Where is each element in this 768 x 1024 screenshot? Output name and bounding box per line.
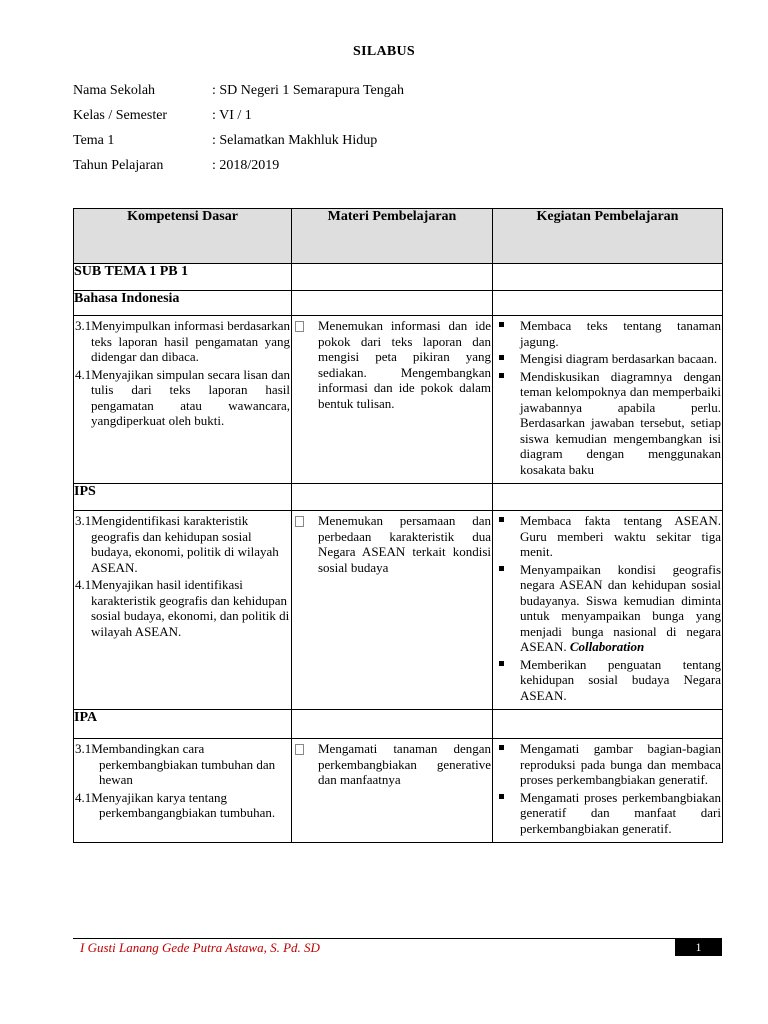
kd-item: 4.1Menyajikan hasil identifikasi karakteristik geografis dan kehidupan sosial budaya, ekonomi, dan politik di wilayah ASEAN. bbox=[75, 577, 290, 639]
empty-cell bbox=[292, 264, 493, 291]
header-kegiatan-pembelajaran: Kegiatan Pembelajaran bbox=[493, 209, 723, 264]
materi-text: Mengamati tanaman dengan perkembangbiakan generative dan manfaatnya bbox=[318, 741, 491, 787]
empty-cell bbox=[493, 291, 723, 316]
kd-cell bbox=[74, 739, 292, 843]
section-title: IPS bbox=[74, 484, 292, 511]
empty-cell bbox=[493, 264, 723, 291]
section-row-ipa bbox=[74, 710, 723, 739]
footer-divider bbox=[73, 938, 722, 939]
header-kompetensi-dasar: Kompetensi Dasar bbox=[74, 209, 292, 264]
info-value: : VI / 1 bbox=[212, 108, 252, 123]
list-item bbox=[493, 562, 721, 655]
info-value: : Selamatkan Makhluk Hidup bbox=[212, 133, 378, 148]
kd-cell bbox=[74, 511, 292, 710]
table-row bbox=[74, 316, 723, 484]
list-item: Mengisi diagram berdasarkan bacaan. bbox=[493, 351, 721, 367]
empty-cell bbox=[493, 484, 723, 511]
checkbox-glyph-icon bbox=[295, 321, 304, 332]
kd-item: 3.1Membandingkan cara perkembangbiakan tumbuhan dan hewan bbox=[75, 741, 276, 787]
emphasis-collaboration: Collaboration bbox=[569, 639, 645, 654]
checkbox-glyph-icon bbox=[295, 744, 304, 755]
subtema-row bbox=[74, 264, 723, 291]
materi-cell bbox=[292, 739, 493, 843]
list-item: Mengamati proses perkembangbiakan generatif dan manfaat dari perkembangbiakan generatif. bbox=[493, 790, 721, 837]
document-title: SILABUS bbox=[352, 44, 416, 59]
section-title: IPA bbox=[74, 710, 292, 739]
table-row bbox=[74, 511, 723, 710]
header-materi-pembelajaran: Materi Pembelajaran bbox=[292, 209, 493, 264]
list-item: Mengamati gambar bagian-bagian reproduksi pada bunga dan membaca proses perkembangbiakan generatif. bbox=[493, 741, 721, 788]
kd-cell bbox=[74, 316, 292, 484]
kd-item: 3.1Menyimpulkan informasi berdasarkan teks laporan hasil pengamatan yang didengar dan dibaca. bbox=[75, 318, 290, 364]
materi-cell bbox=[292, 511, 493, 710]
list-item-text: Menyampaikan kondisi geografis negara ASEAN dan kehidupan sosial budayanya. Siswa kemudian diminta untuk menyampaikan bunga yang menjadi bunga nasional di negara ASEAN. bbox=[520, 561, 721, 654]
kd-item: 4.1Menyajikan karya tentang perkembangangbiakan tumbuhan. bbox=[75, 789, 276, 820]
kegiatan-cell bbox=[493, 739, 723, 843]
info-value: : 2018/2019 bbox=[212, 158, 280, 173]
kd-item: 3.1Mengidentifikasi karakteristik geografis dan kehidupan sosial budaya, ekonomi, politik di wilayah ASEAN. bbox=[75, 513, 279, 575]
section-row-ips bbox=[74, 484, 723, 511]
empty-cell bbox=[493, 710, 723, 739]
kd-item: 4.1Menyajikan simpulan secara lisan dan tulis dari teks laporan hasil pengamatan atau wawancara, yangdiperkuat oleh bukti. bbox=[75, 366, 290, 428]
footer-author: I Gusti Lanang Gede Putra Astawa, S. Pd. SD bbox=[80, 940, 320, 955]
list-item: Membaca fakta tentang ASEAN. Guru memberi waktu sekitar tiga menit. bbox=[493, 513, 721, 560]
empty-cell bbox=[292, 484, 493, 511]
subtema-label: SUB TEMA 1 PB 1 bbox=[74, 264, 292, 291]
table-row bbox=[74, 739, 723, 843]
syllabus-table bbox=[73, 208, 723, 843]
info-value: : SD Negeri 1 Semarapura Tengah bbox=[212, 83, 404, 98]
kegiatan-cell bbox=[493, 511, 723, 710]
section-title: Bahasa Indonesia bbox=[74, 291, 292, 316]
info-label: Kelas / Semester bbox=[73, 108, 168, 123]
materi-text: Menemukan informasi dan ide pokok dari teks laporan dan mengisi peta pikiran yang sediakan. Mengembangkan informasi dan ide pokok dalam bentuk tulisan. bbox=[318, 318, 491, 411]
materi-text: Menemukan persamaan dan perbedaan karakteristik dua Negara ASEAN terkait kondisi sosial budaya bbox=[318, 513, 491, 575]
info-label: Tema 1 bbox=[73, 133, 115, 148]
list-item: Mendiskusikan diagramnya dengan teman kelompoknya dan memperbaiki jawabannya apabila perlu. Berdasarkan jawaban tersebut, setiap siswa kemudian mengembangkan isi diagram dengan menggunakan kosakata baku bbox=[493, 369, 721, 478]
table-header-row bbox=[74, 209, 723, 264]
empty-cell bbox=[292, 291, 493, 316]
info-label: Tahun Pelajaran bbox=[73, 158, 164, 173]
checkbox-glyph-icon bbox=[295, 516, 304, 527]
list-item: Memberikan penguatan tentang kehidupan sosial budaya Negara ASEAN. bbox=[493, 657, 721, 704]
page-number: 1 bbox=[675, 939, 722, 956]
list-item: Membaca teks tentang tanaman jagung. bbox=[493, 318, 721, 349]
empty-cell bbox=[292, 710, 493, 739]
info-label: Nama Sekolah bbox=[73, 83, 156, 98]
materi-cell bbox=[292, 316, 493, 484]
kegiatan-cell bbox=[493, 316, 723, 484]
section-row-bahasa-indonesia bbox=[74, 291, 723, 316]
